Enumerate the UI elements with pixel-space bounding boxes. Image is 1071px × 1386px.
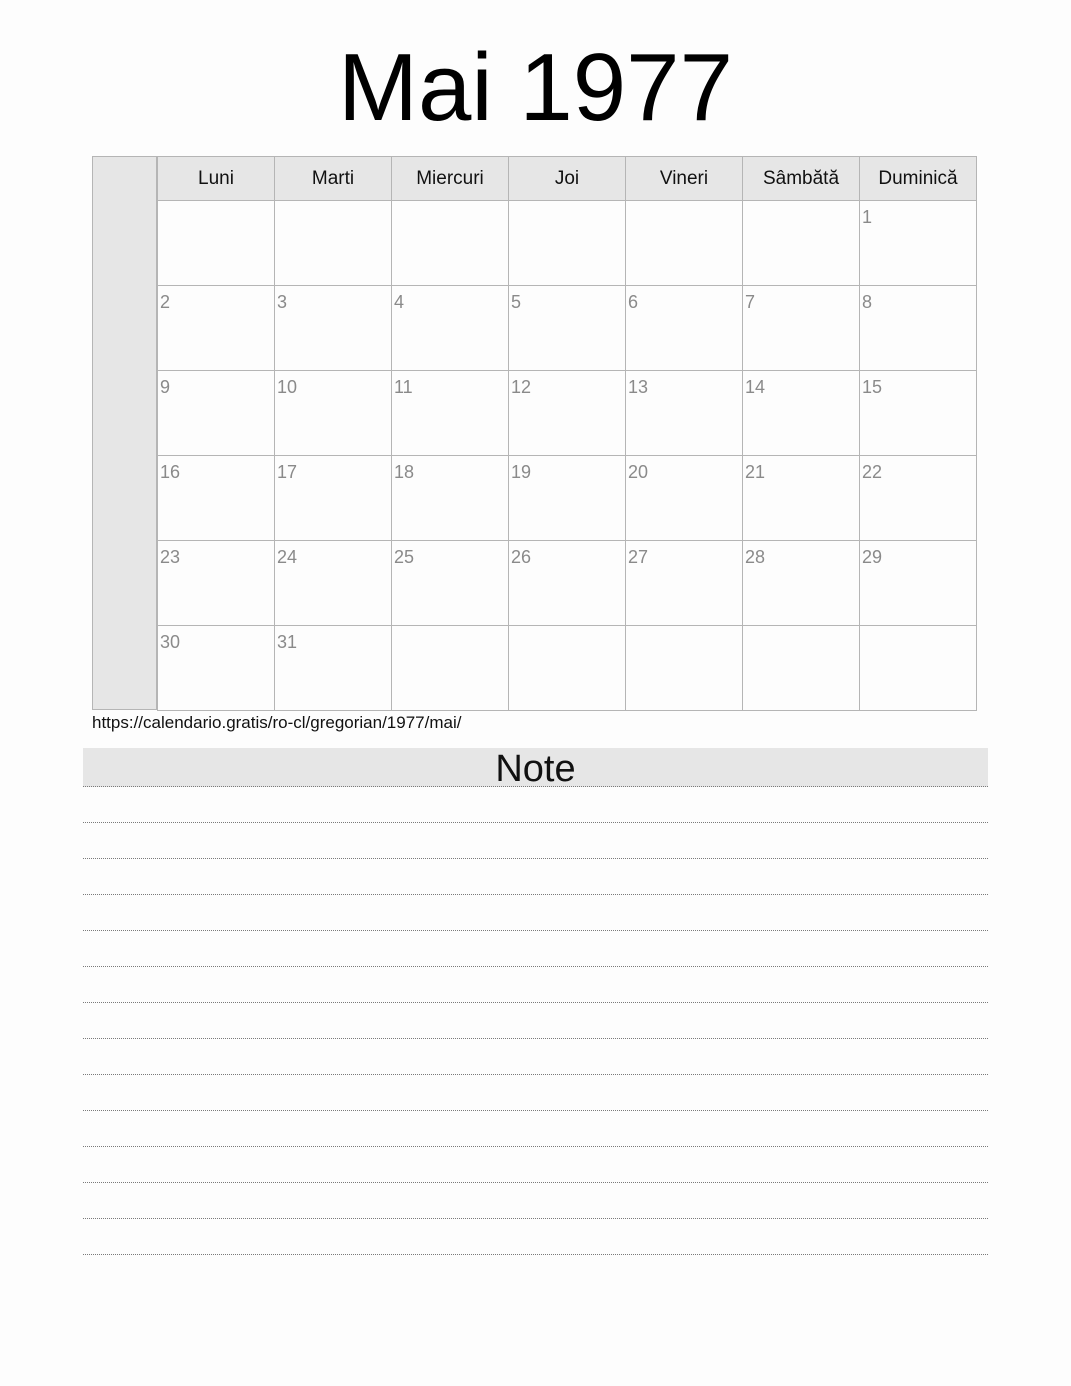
day-number [860, 626, 976, 632]
day-number: 10 [277, 377, 298, 397]
day-number [626, 626, 742, 632]
day-number: 11 [394, 377, 413, 397]
note-line [83, 967, 988, 1003]
month-calendar [92, 156, 977, 710]
day-number: 31 [277, 632, 298, 652]
source-url: https://calendario.gratis/ro-cl/gregorian/1977/mai/ [92, 713, 462, 732]
day-number [743, 626, 859, 632]
day-number: 28 [745, 547, 766, 567]
day-number: 2 [160, 292, 171, 312]
day-number: 22 [862, 462, 883, 482]
note-line [83, 1183, 988, 1219]
day-cell [275, 371, 392, 456]
day-cell [509, 626, 626, 711]
day-cell [743, 626, 860, 711]
note-line [83, 787, 988, 823]
day-cell [158, 201, 275, 286]
note-line [83, 1003, 988, 1039]
note-line [83, 823, 988, 859]
day-cell [509, 286, 626, 371]
day-cell [392, 371, 509, 456]
day-number: 7 [745, 292, 756, 312]
day-number [392, 201, 508, 207]
week-number-column [92, 156, 157, 710]
notes-title: Note [83, 748, 988, 787]
day-number [275, 201, 391, 207]
day-number: 18 [394, 462, 415, 482]
day-cell [158, 286, 275, 371]
note-line [83, 1111, 988, 1147]
day-cell [392, 286, 509, 371]
day-cell [626, 371, 743, 456]
weekday-header: Duminică [860, 157, 977, 201]
day-cell [626, 541, 743, 626]
day-number: 13 [628, 377, 649, 397]
day-cell [860, 371, 977, 456]
weekday-header: Vineri [626, 157, 743, 201]
week-row [158, 286, 977, 371]
weekday-header: Miercuri [392, 157, 509, 201]
day-cell [743, 286, 860, 371]
day-number: 5 [511, 292, 522, 312]
day-cell [158, 541, 275, 626]
day-number: 3 [277, 292, 288, 312]
day-cell [275, 626, 392, 711]
day-cell [743, 371, 860, 456]
day-cell [158, 371, 275, 456]
day-number: 20 [628, 462, 649, 482]
day-number: 4 [394, 292, 405, 312]
day-number [509, 626, 625, 632]
note-line [83, 1075, 988, 1111]
page-title: Mai 1977 [338, 34, 733, 141]
day-number [392, 626, 508, 632]
day-cell [392, 541, 509, 626]
day-number: 6 [628, 292, 639, 312]
day-number: 14 [745, 377, 766, 397]
day-cell [275, 456, 392, 541]
week-row [158, 201, 977, 286]
week-row [158, 541, 977, 626]
week-row [158, 626, 977, 711]
day-number: 15 [862, 377, 883, 397]
day-number [743, 201, 859, 207]
day-cell [275, 201, 392, 286]
day-number: 23 [160, 547, 181, 567]
day-cell [860, 286, 977, 371]
note-line [83, 859, 988, 895]
notes-lines [83, 787, 988, 1255]
day-cell [626, 201, 743, 286]
day-cell [392, 626, 509, 711]
weekday-header: Marti [275, 157, 392, 201]
day-cell [509, 201, 626, 286]
day-cell [158, 626, 275, 711]
day-number: 26 [511, 547, 532, 567]
day-number: 21 [745, 462, 766, 482]
day-cell [743, 456, 860, 541]
day-cell [743, 201, 860, 286]
week-row [158, 456, 977, 541]
day-cell [275, 286, 392, 371]
weekday-header-row [158, 157, 977, 201]
note-line [83, 931, 988, 967]
day-number [509, 201, 625, 207]
day-number: 16 [160, 462, 181, 482]
day-number: 27 [628, 547, 649, 567]
day-number: 1 [862, 207, 873, 227]
day-number: 8 [862, 292, 873, 312]
day-number: 30 [160, 632, 181, 652]
day-cell [860, 456, 977, 541]
day-cell [392, 201, 509, 286]
day-cell [626, 626, 743, 711]
day-cell [860, 541, 977, 626]
week-row [158, 371, 977, 456]
day-cell [392, 456, 509, 541]
calendar-grid [157, 156, 977, 711]
weekday-header: Luni [158, 157, 275, 201]
day-cell [509, 456, 626, 541]
day-cell [158, 456, 275, 541]
day-number: 12 [511, 377, 532, 397]
day-number: 19 [511, 462, 532, 482]
day-cell [860, 626, 977, 711]
day-cell [626, 456, 743, 541]
note-line [83, 1219, 988, 1255]
day-number: 25 [394, 547, 415, 567]
day-cell [743, 541, 860, 626]
day-number [626, 201, 742, 207]
note-line [83, 1147, 988, 1183]
weekday-header: Sâmbătă [743, 157, 860, 201]
day-number: 24 [277, 547, 298, 567]
day-cell [275, 541, 392, 626]
day-number: 17 [277, 462, 298, 482]
day-number: 9 [160, 377, 171, 397]
note-line [83, 1039, 988, 1075]
note-line [83, 895, 988, 931]
day-cell [509, 371, 626, 456]
day-cell [509, 541, 626, 626]
day-number: 29 [862, 547, 883, 567]
day-number [158, 201, 274, 207]
weekday-header: Joi [509, 157, 626, 201]
day-cell [626, 286, 743, 371]
day-cell [860, 201, 977, 286]
